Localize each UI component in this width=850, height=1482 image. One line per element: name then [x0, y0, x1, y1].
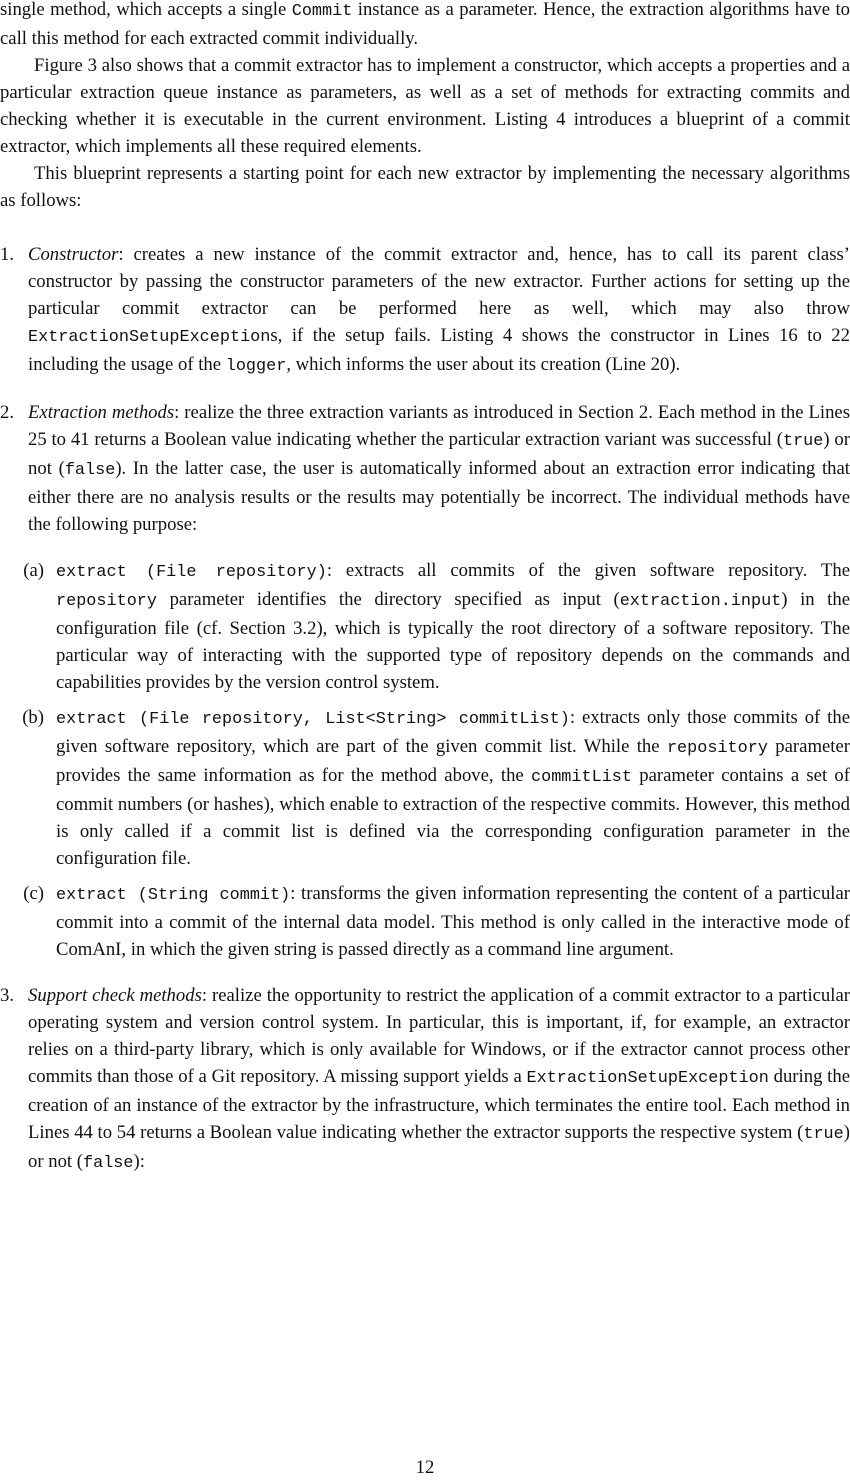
page-number: 12 [415, 1457, 435, 1478]
sub-item-label: (b) [22, 707, 44, 728]
code-method-signature: extract (File repository) [56, 563, 327, 582]
code-extraction-input: extraction.input [619, 592, 782, 611]
code-false: false [64, 461, 116, 480]
list-item-extraction-methods: 2. Extraction methods: realize the three extraction variants as introduced in Section 2. Each method in the Lines 25 to 41 returns a Boolean value indicating whether the particular extraction variant was successful (true) or not (false). In the latter case, the user is automatically informed about an extraction error indicating that either there are no analysis results or the results may potentially be incorrect. The individual methods have the following purpose: (a) extract (File repository): extracts all commits of the given software repository. The repository parameter identifies the directory specified as input (extraction.input) in the configuration file (cf. Section 3.2), which is typically the root directory of a software repository. The particular way of interacting with the supported type of repository depends on the commands and capabilities provides by the version control system. (b) extract (File repository, List<String> commitList): extracts only those commits of the given software repository, which are part of the given commit list. While the repository parameter provides the same information as for the method above, the commitList parameter contains a set of commit numbers (or hashes), which enable to extraction of the respective commits. However, this method is only called if a commit list is defined via the corresponding configuration parameter in the configuration file. (c) extract (String commit): transforms the given information representing the content of a particular commit into a commit of the internal data model. This method is only called in the interactive mode of ComAnI, in which the given string is passed directly as a command line argument. [0, 399, 850, 963]
sub-item-b: (b) extract (File repository, List<String> commitList): extracts only those commits of the given software repository, which are part of the given commit list. While the repository parameter provides the same information as for the method above, the commitList parameter contains a set of commit numbers (or hashes), which enable to extraction of the respective commits. However, this method is only called if a commit list is defined via the corresponding configuration parameter in the configuration file. [0, 704, 850, 872]
code-true: true [782, 432, 824, 451]
code-repository: repository [56, 592, 157, 611]
code-repository: repository [666, 739, 768, 758]
item-number: 2. [0, 402, 15, 423]
paragraph-1: single method, which accepts a single Commit instance as a parameter. Hence, the extraction algorithms have to call this method for each extracted commit individually. [0, 0, 850, 49]
sub-item-label: (c) [23, 883, 44, 904]
item-title: Extraction methods [28, 402, 175, 423]
code-commit: Commit [291, 2, 353, 21]
paragraph-3: This blueprint represents a starting point for each new extractor by implementing the necessary algorithms as follows: [0, 163, 850, 211]
item-number: 3. [0, 985, 15, 1006]
paragraph-2: Figure 3 also shows that a commit extractor has to implement a constructor, which accepts a properties and a particular extraction queue instance as parameters, as well as a set of methods for extracting commits and checking whether it is executable in the current environment. Listing 4 introduces a blueprint of a commit extractor, which implements all these required elements. [0, 55, 850, 157]
code-method-signature: extract (String commit) [56, 886, 291, 905]
code-false: false [83, 1154, 134, 1173]
sub-item-label: (a) [23, 560, 44, 581]
code-extraction-setup-exception: ExtractionSetupException [28, 328, 271, 347]
list-item-support-check-methods: 3. Support check methods: realize the opportunity to restrict the application of a commit extractor to a particular operating system and version control system. In particular, this is important, if, for example, an extractor relies on a third-party library, which is only available for Windows, or if the extractor cannot process other commits than those of a Git repository. A missing support yields a ExtractionSetupException during the creation of an instance of the extractor by the infrastructure, which terminates the entire tool. Each method in Lines 44 to 54 returns a Boolean value indicating whether the extractor supports the respective system (true) or not (false): [0, 982, 850, 1177]
item-number: 1. [0, 244, 15, 265]
item-title: Constructor [28, 244, 119, 265]
code-commit-list: commitList [531, 768, 632, 787]
item-title: Support check methods [28, 985, 202, 1006]
code-true: true [803, 1125, 844, 1144]
list-item-constructor: 1. Constructor: creates a new instance of the commit extractor and, hence, has to call its parent class’ constructor by passing the constructor parameters of the new extractor. Further actions for setting up the particular commit extractor can be performed here as well, which may also throw ExtractionSetupExceptions, if the setup fails. Listing 4 shows the constructor in Lines 16 to 22 including the usage of the logger, which informs the user about its creation (Line 20). [0, 241, 850, 380]
sub-item-a: (a) extract (File repository): extracts all commits of the given software repository. The repository parameter identifies the directory specified as input (extraction.input) in the configuration file (cf. Section 3.2), which is typically the root directory of a software repository. The particular way of interacting with the supported type of repository depends on the commands and capabilities provides by the version control system. [0, 557, 850, 696]
code-logger: logger [225, 357, 287, 376]
code-extraction-setup-exception: ExtractionSetupException [526, 1069, 769, 1088]
sub-item-c: (c) extract (String commit): transforms the given information representing the content of a particular commit into a commit of the internal data model. This method is only called in the interactive mode of ComAnI, in which the given string is passed directly as a command line argument. [0, 880, 850, 963]
code-method-signature: extract (File repository, List<String> commitList) [56, 710, 570, 729]
